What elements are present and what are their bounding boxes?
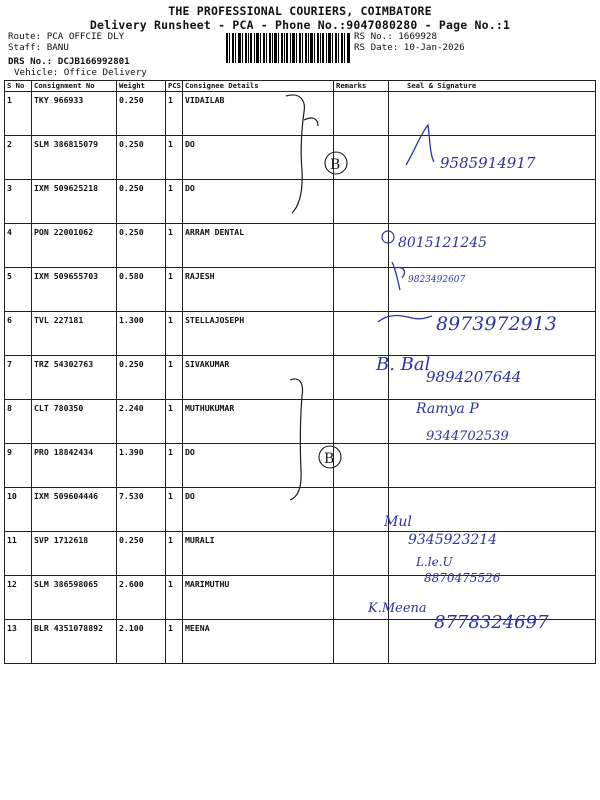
cell-weight: 0.250 [117, 224, 166, 268]
cell-remarks [334, 136, 389, 180]
cell-remarks [334, 356, 389, 400]
table-row [5, 136, 596, 180]
cell-sno: 12 [5, 576, 32, 620]
rs-date: RS Date: 10-Jan-2026 [354, 42, 465, 53]
cell-pcs: 1 [166, 356, 183, 400]
table-row [5, 224, 596, 268]
cell-sno: 6 [5, 312, 32, 356]
cell-seal [389, 400, 596, 444]
table-row [5, 312, 596, 356]
cell-consignment: SVP 1712618 [32, 532, 117, 576]
table-row [5, 180, 596, 224]
cell-pcs: 1 [166, 180, 183, 224]
cell-remarks [334, 224, 389, 268]
cell-consignment: PON 22001062 [32, 224, 117, 268]
signature-row13-name: K.Meena [368, 601, 427, 616]
col-seal-signature: Seal & Signature [389, 81, 596, 92]
cell-seal [389, 312, 596, 356]
cell-weight: 1.300 [117, 312, 166, 356]
signature-row12-phone: 8870475526 [424, 571, 501, 585]
signature-row6: 8973972913 [436, 313, 557, 335]
table-row [5, 576, 596, 620]
cell-consignment: CLT 780350 [32, 400, 117, 444]
cell-sno: 4 [5, 224, 32, 268]
table-row [5, 620, 596, 664]
rs-number: RS No.: 1669928 [354, 31, 437, 42]
cell-consignment: IXM 509625218 [32, 180, 117, 224]
cell-weight: 7.530 [117, 488, 166, 532]
cell-consignee: DO [183, 180, 334, 224]
cell-remarks [334, 92, 389, 136]
cell-seal [389, 444, 596, 488]
cell-seal [389, 224, 596, 268]
bracket-mark-2: B [324, 451, 335, 467]
cell-sno: 10 [5, 488, 32, 532]
cell-consignee: RAJESH [183, 268, 334, 312]
col-remarks: Remarks [334, 81, 389, 92]
cell-pcs: 1 [166, 268, 183, 312]
cell-seal [389, 488, 596, 532]
table-header-row [5, 81, 596, 92]
cell-consignment: IXM 509604446 [32, 488, 117, 532]
runsheet-subtitle: Delivery Runsheet - PCA - Phone No.:9047080280 - Page No.:1 [89, 18, 511, 32]
signature-row13-phone: 8778324697 [434, 612, 549, 633]
signature-row2: 9585914917 [440, 154, 536, 172]
cell-weight: 2.100 [117, 620, 166, 664]
cell-sno: 11 [5, 532, 32, 576]
cell-remarks [334, 488, 389, 532]
bracket-mark-1: B [330, 157, 341, 173]
cell-weight: 0.250 [117, 92, 166, 136]
signature-row5: 9823492607 [408, 275, 466, 285]
cell-remarks [334, 444, 389, 488]
cell-pcs: 1 [166, 92, 183, 136]
cell-consignee: ARRAM DENTAL [183, 224, 334, 268]
cell-sno: 9 [5, 444, 32, 488]
cell-seal [389, 268, 596, 312]
cell-consignment: TKY 966933 [32, 92, 117, 136]
cell-consignee: VIDAILAB [183, 92, 334, 136]
table-row [5, 532, 596, 576]
cell-sno: 7 [5, 356, 32, 400]
cell-consignee: MUTHUKUMAR [183, 400, 334, 444]
signature-row9: 9344702539 [426, 429, 509, 444]
cell-pcs: 1 [166, 400, 183, 444]
cell-consignee: DO [183, 488, 334, 532]
cell-sno: 13 [5, 620, 32, 664]
cell-pcs: 1 [166, 224, 183, 268]
cell-sno: 1 [5, 92, 32, 136]
signature-row11-phone: 9345923214 [408, 532, 498, 548]
cell-remarks [334, 312, 389, 356]
cell-consignee: MARIMUTHU [183, 576, 334, 620]
table-row [5, 400, 596, 444]
cell-consignment: IXM 509655703 [32, 268, 117, 312]
cell-seal [389, 136, 596, 180]
cell-weight: 0.250 [117, 532, 166, 576]
route-label: Route: PCA OFFCIE DLY [8, 31, 125, 42]
cell-weight: 0.250 [117, 136, 166, 180]
signature-row11-name: Mul [384, 514, 412, 530]
runsheet-table [4, 80, 596, 664]
cell-weight: 2.240 [117, 400, 166, 444]
cell-seal [389, 92, 596, 136]
cell-consignee: MURALI [183, 532, 334, 576]
cell-sno: 2 [5, 136, 32, 180]
cell-remarks [334, 400, 389, 444]
cell-remarks [334, 180, 389, 224]
vehicle-label: Vehicle: Office Delivery [14, 67, 147, 78]
cell-consignment: TRZ 54302763 [32, 356, 117, 400]
cell-sno: 5 [5, 268, 32, 312]
cell-weight: 0.250 [117, 180, 166, 224]
col-consignee: Consignee Details [183, 81, 334, 92]
signature-row8: Ramya P [416, 401, 479, 417]
table-row [5, 488, 596, 532]
cell-pcs: 1 [166, 576, 183, 620]
cell-consignment: TVL 227181 [32, 312, 117, 356]
cell-sno: 8 [5, 400, 32, 444]
cell-consignee: DO [183, 136, 334, 180]
signature-row7-phone: 9894207644 [426, 368, 522, 386]
cell-consignee: STELLAJOSEPH [183, 312, 334, 356]
cell-weight: 1.390 [117, 444, 166, 488]
signature-row12-name: L.le.U [416, 555, 453, 569]
cell-seal [389, 532, 596, 576]
cell-seal [389, 576, 596, 620]
cell-consignment: SLM 386815079 [32, 136, 117, 180]
drs-number: DRS No.: DCJB166992801 [8, 56, 130, 67]
table-row [5, 444, 596, 488]
signature-row7-name: B. Bal [376, 354, 431, 375]
cell-remarks [334, 532, 389, 576]
cell-consignee: MEENA [183, 620, 334, 664]
col-pcs: PCS [166, 81, 183, 92]
cell-remarks [334, 576, 389, 620]
cell-weight: 0.250 [117, 356, 166, 400]
cell-consignee: SIVAKUMAR [183, 356, 334, 400]
cell-remarks [334, 620, 389, 664]
cell-weight: 0.580 [117, 268, 166, 312]
staff-label: Staff: BANU [8, 42, 69, 53]
cell-consignment: PRO 18842434 [32, 444, 117, 488]
signature-row4: 8015121245 [398, 235, 488, 251]
cell-seal [389, 620, 596, 664]
cell-consignment: SLM 386598065 [32, 576, 117, 620]
table-row [5, 92, 596, 136]
cell-pcs: 1 [166, 488, 183, 532]
cell-seal [389, 180, 596, 224]
col-consignment: Consignment No [32, 81, 117, 92]
cell-pcs: 1 [166, 620, 183, 664]
table-row [5, 268, 596, 312]
col-sno: S No [5, 81, 32, 92]
cell-pcs: 1 [166, 312, 183, 356]
col-weight: Weight [117, 81, 166, 92]
company-title: THE PROFESSIONAL COURIERS, COIMBATORE [168, 4, 432, 18]
cell-pcs: 1 [166, 532, 183, 576]
cell-consignment: BLR 4351078892 [32, 620, 117, 664]
cell-consignee: DO [183, 444, 334, 488]
cell-weight: 2.600 [117, 576, 166, 620]
cell-pcs: 1 [166, 136, 183, 180]
cell-sno: 3 [5, 180, 32, 224]
cell-remarks [334, 268, 389, 312]
table-row [5, 356, 596, 400]
barcode-image [226, 33, 350, 63]
cell-pcs: 1 [166, 444, 183, 488]
cell-seal [389, 356, 596, 400]
